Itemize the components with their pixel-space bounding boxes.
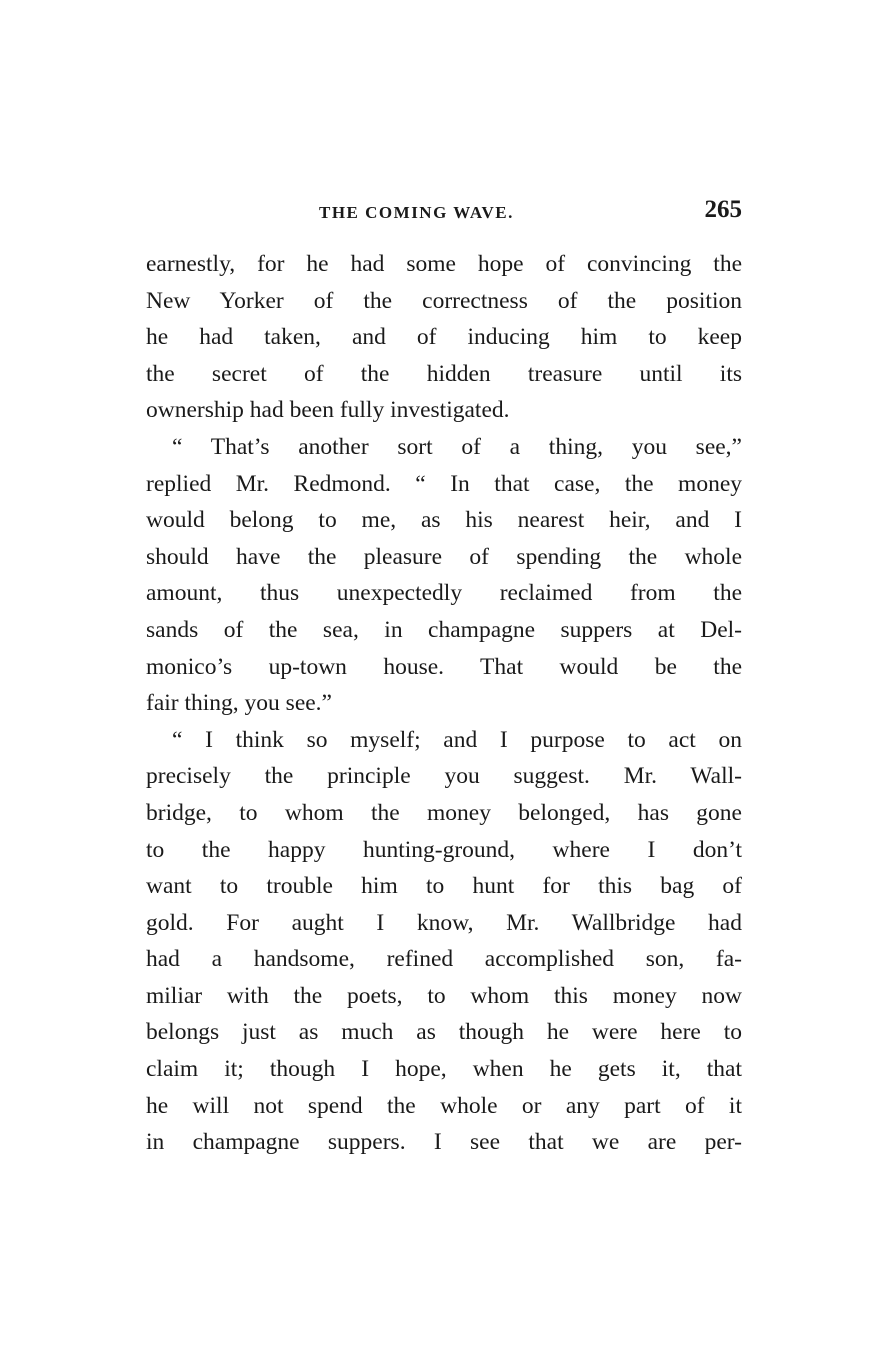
body-text	[146, 246, 742, 1161]
running-title: THE COMING WAVE.	[319, 203, 514, 222]
text-line: replied Mr. Redmond. “ In that case, the money	[146, 470, 742, 497]
text-line: precisely the principle you suggest. Mr. Wall-	[146, 763, 742, 790]
text-line: bridge, to whom the money belonged, has gone	[146, 799, 742, 826]
text-line: “ That’s another sort of a thing, you see,”	[172, 433, 742, 460]
text-line: he had taken, and of inducing him to keep	[146, 324, 742, 351]
text-line: amount, thus unexpectedly reclaimed from the	[146, 580, 742, 607]
text-line: should have the pleasure of spending the whole	[146, 543, 742, 570]
text-line: “ I think so myself; and I purpose to act on	[172, 726, 742, 753]
text-line: the secret of the hidden treasure until its	[146, 360, 742, 387]
text-line: miliar with the poets, to whom this money now	[146, 982, 742, 1009]
text-line: monico’s up-town house. That would be the	[146, 653, 742, 680]
text-line: belongs just as much as though he were here to	[146, 1019, 742, 1046]
text-line: sands of the sea, in champagne suppers at Del-	[146, 616, 742, 643]
text-line: he will not spend the whole or any part of it	[146, 1092, 742, 1119]
text-line: fair thing, you see.”	[146, 690, 332, 717]
running-head	[146, 196, 742, 230]
text-line: would belong to me, as his nearest heir, and I	[146, 507, 742, 534]
text-line: to the happy hunting-ground, where I don’t	[146, 836, 742, 863]
page-number: 265	[704, 196, 742, 223]
text-line: New Yorker of the correctness of the position	[146, 287, 742, 314]
text-line: gold. For aught I know, Mr. Wallbridge had	[146, 909, 742, 936]
text-line: earnestly, for he had some hope of convincing the	[146, 251, 742, 277]
text-line: had a handsome, refined accomplished son, fa-	[146, 946, 742, 973]
text-line: in champagne suppers. I see that we are per-	[146, 1129, 742, 1156]
text-line: ownership had been fully investigated.	[146, 397, 510, 424]
text-line: want to trouble him to hunt for this bag of	[146, 873, 742, 900]
text-line: claim it; though I hope, when he gets it, that	[146, 1056, 742, 1083]
